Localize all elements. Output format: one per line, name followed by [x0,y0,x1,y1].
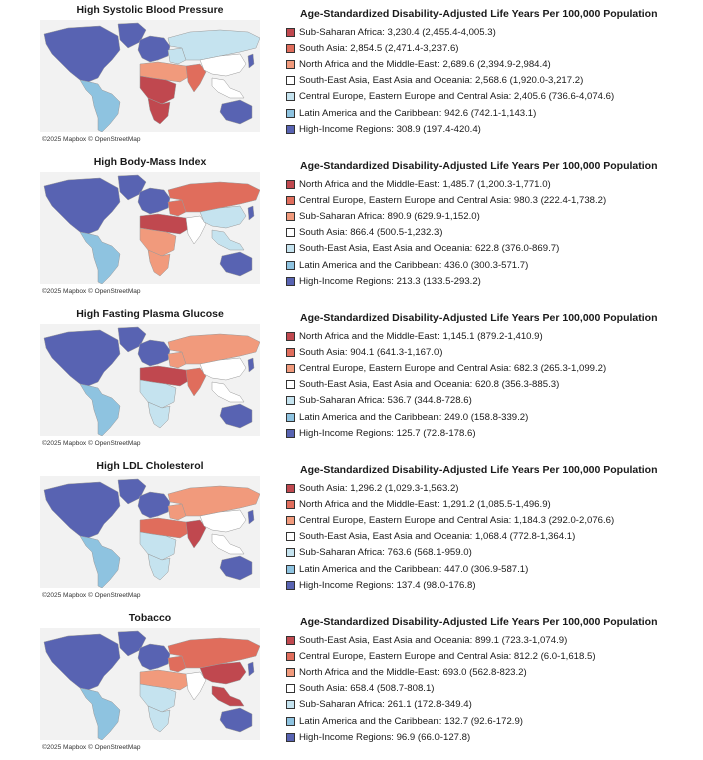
legend-item [286,56,614,72]
legend-title: Age-Standardized Disability-Adjusted Life Years Per 100,000 Population [300,464,658,476]
legend-label: South-East Asia, East Asia and Oceania: 1,068.4 (772.8-1,364.1) [299,531,576,543]
legend [286,176,606,289]
map-attribution: ©2025 Mapbox © OpenStreetMap [42,440,141,447]
world-map-svg [40,628,260,740]
world-map-svg [40,476,260,588]
legend-label: Latin America and the Caribbean: 249.0 (158.8-339.2) [299,411,529,423]
legend-item [286,328,606,344]
legend-label: High-Income Regions: 137.4 (98.0-176.8) [299,579,476,591]
legend-swatch [286,565,295,574]
legend-item [286,664,596,680]
legend-label: Central Europe, Eastern Europe and Central Asia: 980.3 (222.4-1,738.2) [299,194,607,206]
legend-swatch [286,532,295,541]
map-panel [0,304,703,456]
legend-swatch [286,500,295,509]
legend-swatch [286,332,295,341]
world-map-svg [40,172,260,284]
legend-label: High-Income Regions: 308.9 (197.4-420.4) [299,123,481,135]
legend-item [286,176,606,192]
map-title: High Fasting Plasma Glucose [76,308,224,320]
legend-swatch [286,548,295,557]
legend-item [286,425,606,441]
legend-label: North Africa and the Middle-East: 693.0 (562.8-823.2) [299,666,527,678]
legend-label: South Asia: 866.4 (500.5-1,232.3) [299,227,443,239]
legend-label: Latin America and the Caribbean: 447.0 (306.9-587.1) [299,563,529,575]
legend-swatch [286,733,295,742]
map-attribution: ©2025 Mapbox © OpenStreetMap [42,744,141,751]
legend-swatch [286,668,295,677]
legend-swatch [286,180,295,189]
legend [286,328,606,441]
legend-swatch [286,364,295,373]
legend-label: South Asia: 904.1 (641.3-1,167.0) [299,346,443,358]
legend-label: Latin America and the Caribbean: 942.6 (742.1-1,143.1) [299,107,537,119]
legend-item [286,681,596,697]
legend-label: South Asia: 1,296.2 (1,029.3-1,563.2) [299,482,459,494]
legend-swatch [286,413,295,422]
map-panel [0,0,703,152]
legend-label: Sub-Saharan Africa: 890.9 (629.9-1,152.0) [299,210,480,222]
legend-label: Central Europe, Eastern Europe and Central Asia: 1,184.3 (292.0-2,076.6) [299,514,615,526]
legend [286,632,596,745]
legend-item [286,344,606,360]
legend-swatch [286,212,295,221]
legend-item [286,729,596,745]
world-map [40,20,260,132]
map-title: High Systolic Blood Pressure [76,4,224,16]
legend-label: North Africa and the Middle-East: 1,485.7 (1,200.3-1,771.0) [299,178,551,190]
legend-item [286,24,614,40]
legend-item [286,225,606,241]
legend-swatch [286,581,295,590]
legend-item [286,393,606,409]
legend-label: South-East Asia, East Asia and Oceania: 2,568.6 (1,920.0-3,217.2) [299,75,584,87]
legend-item [286,208,606,224]
legend-label: North Africa and the Middle-East: 1,291.2 (1,085.5-1,496.9) [299,498,551,510]
map-title: Tobacco [128,612,172,624]
world-map [40,324,260,436]
legend-swatch [286,60,295,69]
legend-item [286,273,606,289]
legend-item [286,577,614,593]
legend-swatch [286,348,295,357]
legend-item [286,257,606,273]
legend-label: High-Income Regions: 125.7 (72.8-178.6) [299,427,476,439]
legend-label: Latin America and the Caribbean: 436.0 (300.3-571.7) [299,259,529,271]
legend-label: Sub-Saharan Africa: 3,230.4 (2,455.4-4,005.3) [299,26,496,38]
legend-item [286,648,596,664]
legend-label: South-East Asia, East Asia and Oceania: 899.1 (723.3-1,074.9) [299,634,568,646]
legend-swatch [286,700,295,709]
legend-item [286,409,606,425]
legend-item [286,561,614,577]
map-panel [0,608,703,760]
legend-swatch [286,277,295,286]
legend-label: South Asia: 2,854.5 (2,471.4-3,237.6) [299,42,459,54]
legend-swatch [286,636,295,645]
legend-label: Central Europe, Eastern Europe and Central Asia: 2,405.6 (736.6-4,074.6) [299,91,615,103]
legend-label: High-Income Regions: 213.3 (133.5-293.2) [299,275,481,287]
legend-label: North Africa and the Middle-East: 2,689.6 (2,394.9-2,984.4) [299,58,551,70]
legend-item [286,121,614,137]
legend-swatch [286,44,295,53]
legend-item [286,713,596,729]
world-map [40,172,260,284]
legend-swatch [286,484,295,493]
legend-swatch [286,244,295,253]
legend [286,480,614,593]
legend-item [286,105,614,121]
legend-swatch [286,652,295,661]
legend-item [286,89,614,105]
legend-label: Central Europe, Eastern Europe and Central Asia: 682.3 (265.3-1,099.2) [299,362,607,374]
legend-item [286,192,606,208]
world-map [40,476,260,588]
legend-item [286,512,614,528]
legend-label: South-East Asia, East Asia and Oceania: 622.8 (376.0-869.7) [299,243,560,255]
legend-item [286,377,606,393]
legend-label: Central Europe, Eastern Europe and Central Asia: 812.2 (6.0-1,618.5) [299,650,596,662]
legend-swatch [286,28,295,37]
legend-item [286,632,596,648]
legend-label: High-Income Regions: 96.9 (66.0-127.8) [299,731,471,743]
legend-swatch [286,261,295,270]
legend-label: North Africa and the Middle-East: 1,145.1 (879.2-1,410.9) [299,330,543,342]
map-title: High LDL Cholesterol [96,460,204,472]
legend-item [286,697,596,713]
legend-swatch [286,396,295,405]
legend-swatch [286,516,295,525]
legend-swatch [286,109,295,118]
legend-label: Sub-Saharan Africa: 261.1 (172.8-349.4) [299,699,472,711]
map-attribution: ©2025 Mapbox © OpenStreetMap [42,288,141,295]
legend-item [286,480,614,496]
world-map-svg [40,324,260,436]
legend-item [286,40,614,56]
map-panel [0,456,703,608]
map-panel [0,152,703,304]
legend-label: South Asia: 658.4 (508.7-808.1) [299,683,435,695]
legend-swatch [286,380,295,389]
legend-swatch [286,76,295,85]
legend-label: Latin America and the Caribbean: 132.7 (92.6-172.9) [299,715,524,727]
legend-label: Sub-Saharan Africa: 763.6 (568.1-959.0) [299,547,472,559]
legend-swatch [286,429,295,438]
legend-label: South-East Asia, East Asia and Oceania: 620.8 (356.3-885.3) [299,379,560,391]
map-attribution: ©2025 Mapbox © OpenStreetMap [42,136,141,143]
legend-title: Age-Standardized Disability-Adjusted Life Years Per 100,000 Population [300,8,658,20]
legend-item [286,496,614,512]
legend-title: Age-Standardized Disability-Adjusted Life Years Per 100,000 Population [300,312,658,324]
legend-item [286,73,614,89]
legend-item [286,529,614,545]
world-map-svg [40,20,260,132]
legend-item [286,360,606,376]
legend-title: Age-Standardized Disability-Adjusted Life Years Per 100,000 Population [300,616,658,628]
legend-item [286,241,606,257]
legend-swatch [286,684,295,693]
legend-swatch [286,92,295,101]
legend-swatch [286,125,295,134]
map-attribution: ©2025 Mapbox © OpenStreetMap [42,592,141,599]
legend-swatch [286,228,295,237]
legend-label: Sub-Saharan Africa: 536.7 (344.8-728.6) [299,395,472,407]
legend-title: Age-Standardized Disability-Adjusted Life Years Per 100,000 Population [300,160,658,172]
map-title: High Body-Mass Index [93,156,207,168]
legend [286,24,614,137]
legend-swatch [286,717,295,726]
legend-item [286,545,614,561]
legend-swatch [286,196,295,205]
world-map [40,628,260,740]
